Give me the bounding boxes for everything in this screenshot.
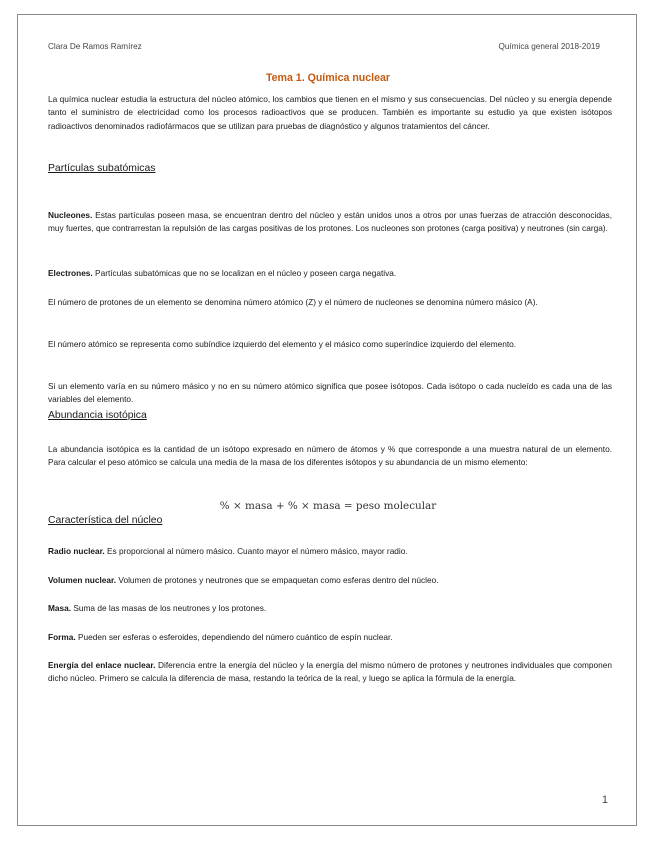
- paragraph-forma: [48, 631, 612, 644]
- text-energia: Diferencia entre la energía del núcleo y la energía del mismo número de protones y neutrones individuales que componen dicho núcleo. Primero se calcula la diferencia de masa, restando la teórica de la real, y luego se aplica la fórmula de la energía.: [48, 660, 612, 684]
- heading-particulas: Partículas subatómicas: [48, 163, 156, 174]
- header-course: Química general 2018-2019: [498, 42, 600, 51]
- term-radio: Radio nuclear.: [48, 546, 105, 556]
- term-energia: Energía del enlace nuclear.: [48, 660, 156, 670]
- text-forma: Pueden ser esferas o esferoides, dependiendo del número cuántico de espín nuclear.: [75, 632, 393, 642]
- paragraph-subindice: El número atómico se representa como subíndice izquierdo del elemento y el másico como superíndice izquierdo del elemento.: [48, 339, 517, 349]
- term-nucleones: Nucleones.: [48, 210, 93, 220]
- text-masa: Suma de las masas de los neutrones y los protones.: [71, 603, 267, 613]
- term-forma: Forma.: [48, 632, 76, 642]
- document-page: [17, 14, 637, 826]
- paragraph-abundancia: La abundancia isotópica es la cantidad de un isótopo expresado en número de átomos y % que corresponde a una muestra natural de un elemento. Para calcular el peso atómico se calcula una media de la masa de los diferentes isótopos y su abundancia de un mismo elemento:: [48, 444, 612, 468]
- page-number: 1: [601, 794, 608, 806]
- formula-peso-molecular: % × masa + % × masa = peso molecular: [219, 500, 437, 512]
- paragraph-isotopos: Si un elemento varía en su número másico y no en su número atómico significa que posee isótopos. Cada isótopo o cada nucleído es cada una de las variables del elemento.: [48, 381, 612, 405]
- heading-caracteristica: Característica del núcleo: [48, 515, 163, 526]
- text-electrones: Partículas subatómicas que no se localizan en el núcleo y poseen carga negativa.: [92, 268, 397, 278]
- paragraph-radio: [48, 545, 612, 558]
- paragraph-numero-atomico: El número de protones de un elemento se denomina número atómico (Z) y el número de nucleones se denomina número másico (A).: [48, 297, 538, 307]
- paragraph-masa: [48, 602, 612, 615]
- term-masa: Masa.: [48, 603, 72, 613]
- text-volumen: Volumen de protones y neutrones que se empaquetan como esferas dentro del núcleo.: [116, 575, 439, 585]
- paragraph-electrones: [48, 267, 612, 280]
- term-volumen: Volumen nuclear.: [48, 575, 117, 585]
- intro-paragraph: La química nuclear estudia la estructura del núcleo atómico, los cambios que tienen en el mismo y sus consecuencias. Del núcleo y su energía depende tanto el suministro de electricidad como los procesos radioactivos que se producen. También es importante su estudio ya que existen isótopos radioactivos denominados radiofármacos que se utilizan para pruebas de diagnóstico y algunos tratamientos del cáncer.: [48, 94, 612, 131]
- text-radio: Es proporcional al número másico. Cuanto mayor el número másico, mayor radio.: [104, 546, 408, 556]
- term-electrones: Electrones.: [48, 268, 93, 278]
- header-author: Clara De Ramos Ramírez: [48, 42, 142, 51]
- page-title: Tema 1. Química nuclear: [265, 72, 391, 84]
- paragraph-energia: [48, 659, 612, 686]
- paragraph-volumen: [48, 574, 612, 587]
- paragraph-nucleones: [48, 209, 612, 236]
- heading-abundancia: Abundancia isotópica: [48, 410, 147, 421]
- text-nucleones: Estas partículas poseen masa, se encuentran dentro del núcleo y están unidos unos a otros por unas fuerzas de atracción desconocidas, muy fuertes, que contrarrestan la repulsión de las cargas positivas de los protones. Los nucleones son protones (carga positiva) y neutrones (sin carga).: [48, 210, 612, 234]
